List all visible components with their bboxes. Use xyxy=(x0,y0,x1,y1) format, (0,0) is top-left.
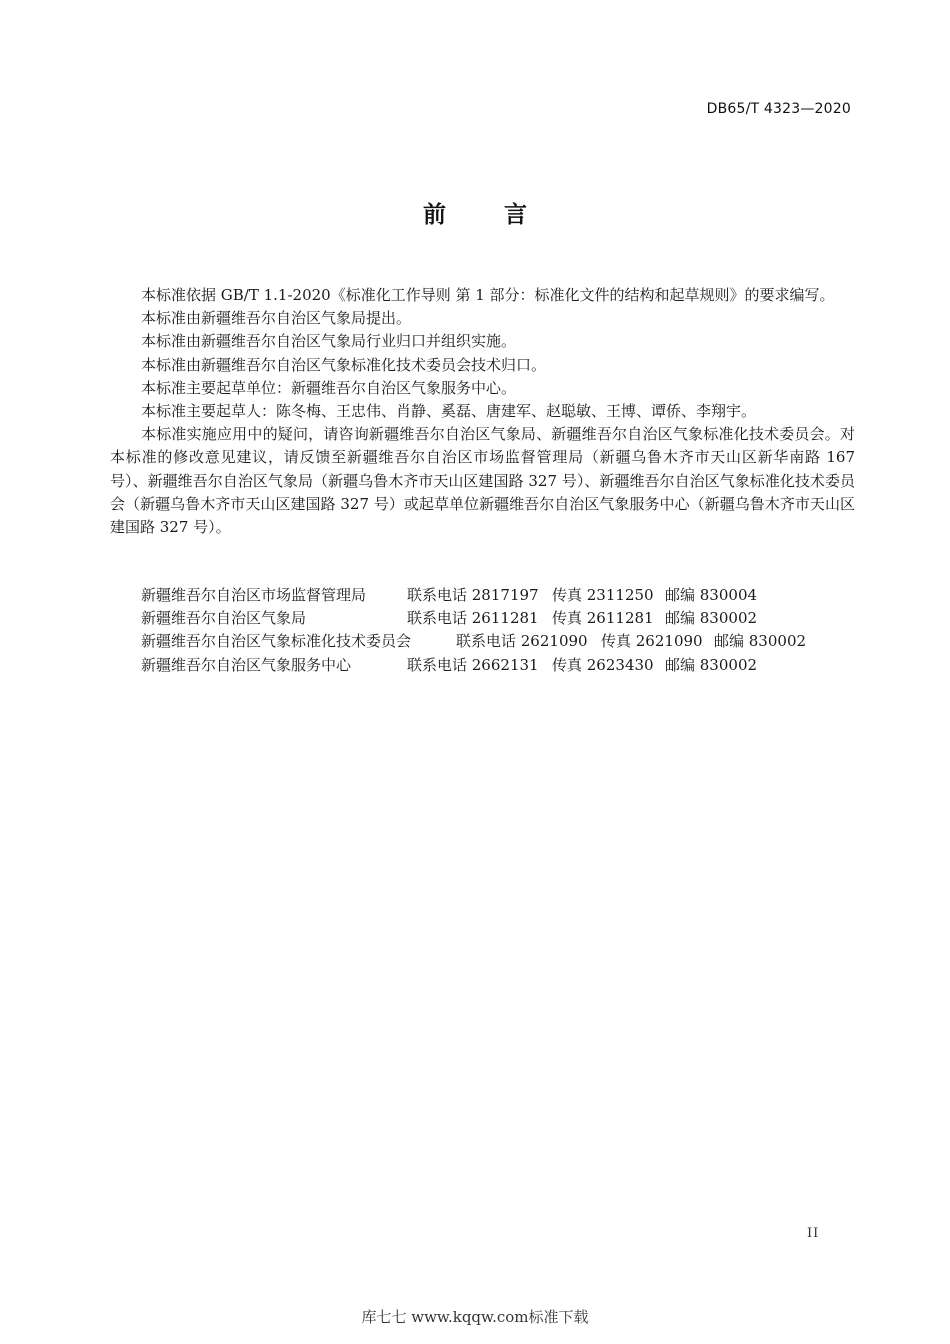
document-id: DB65/T 4323—2020 xyxy=(706,101,851,117)
contact-zip: 邮编 830002 xyxy=(665,655,758,674)
contact-zip: 邮编 830002 xyxy=(714,632,807,651)
paragraph-drafters: 本标准主要起草人：陈冬梅、王忠伟、肖静、奚磊、唐建军、赵聪敏、王博、谭侨、李翔宇。 xyxy=(141,402,757,421)
contact-fax: 传真 2311250 xyxy=(552,586,654,604)
contact-list xyxy=(141,584,806,677)
contact-row xyxy=(141,630,806,653)
contact-row xyxy=(141,584,806,607)
paragraph-implementer: 本标准由新疆维吾尔自治区气象局行业归口并组织实施。 xyxy=(141,332,517,351)
contact-org: 新疆维吾尔自治区市场监督管理局 xyxy=(141,586,367,604)
paragraph-technical-committee: 本标准由新疆维吾尔自治区气象标准化技术委员会技术归口。 xyxy=(141,355,547,374)
contact-org: 新疆维吾尔自治区气象标准化技术委员会 xyxy=(141,632,412,651)
contact-tel: 联系电话 2662131 xyxy=(407,655,539,674)
contact-zip: 邮编 830002 xyxy=(665,609,758,628)
contact-row xyxy=(141,607,806,630)
contact-org: 新疆维吾尔自治区气象服务中心 xyxy=(141,655,352,674)
contact-tel: 联系电话 2621090 xyxy=(456,632,588,651)
page-number: II xyxy=(807,1226,820,1241)
paragraph-basis: 本标准依据 GB/T 1.1-2020《标准化工作导则 第 1 部分：标准化文件的结构和起草规则》的要求编写。 xyxy=(141,286,835,304)
contact-fax: 传真 2621090 xyxy=(601,632,703,651)
contact-row xyxy=(141,654,806,677)
contact-fax: 传真 2623430 xyxy=(552,655,654,674)
contact-tel: 联系电话 2611281 xyxy=(407,609,539,628)
contact-tel: 联系电话 2817197 xyxy=(407,586,539,604)
contact-zip: 邮编 830004 xyxy=(665,586,758,604)
foreword-body xyxy=(110,284,855,539)
contact-fax: 传真 2611281 xyxy=(552,609,654,628)
contact-org: 新疆维吾尔自治区气象局 xyxy=(141,609,307,628)
paragraph-drafting-unit: 本标准主要起草单位：新疆维吾尔自治区气象服务中心。 xyxy=(141,378,517,397)
footer-watermark: 库七七 www.kqqw.com标准下载 xyxy=(361,1308,589,1326)
paragraph-proposer: 本标准由新疆维吾尔自治区气象局提出。 xyxy=(141,309,412,328)
page-title: 前言 xyxy=(423,202,585,228)
paragraph-feedback: 本标准实施应用中的疑问，请咨询新疆维吾尔自治区气象局、新疆维吾尔自治区气象标准化技术委员会。对本标准的修改意见建议，请反馈至新疆维吾尔自治区市场监督管理局（新疆乌鲁木齐市天山区新华南路 167 号）、新疆维吾尔自治区气象局（新疆乌鲁木齐市天山区建国路 327 号）、新疆维吾尔自治区气象标准化技术委员会（新疆乌鲁木齐市天山区建国路 327 号）或起草单位新疆维吾尔自治区气象服务中心（新疆乌鲁木齐市天山区建国路 327 号）。 xyxy=(110,425,855,537)
